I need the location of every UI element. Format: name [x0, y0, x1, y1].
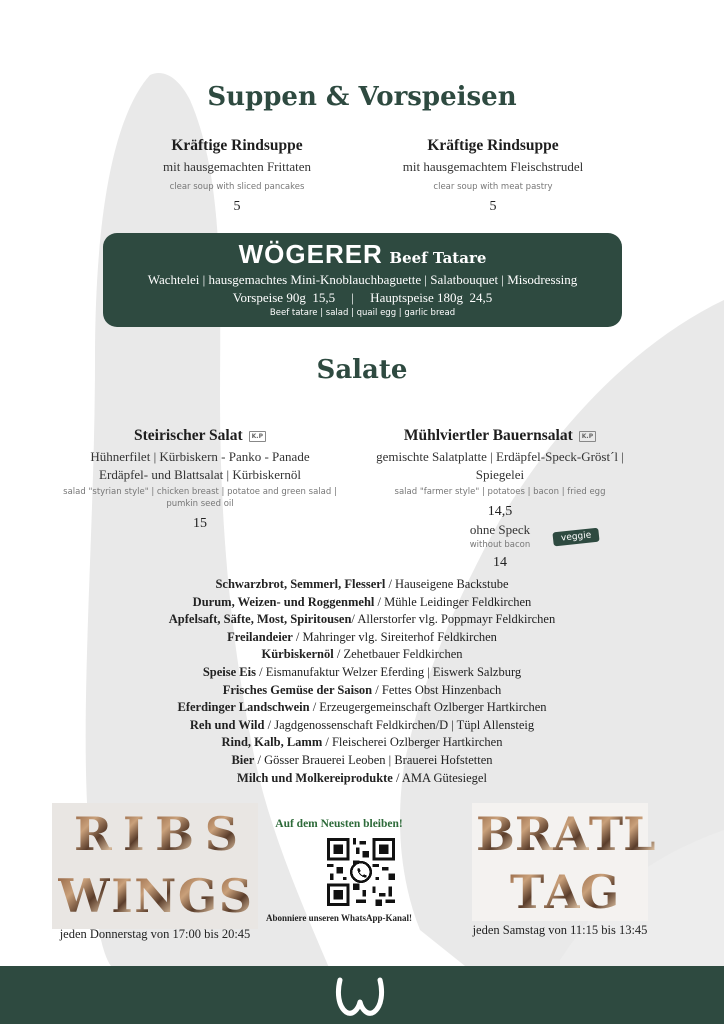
promo-letter: T: [510, 865, 545, 919]
supplier-source: / Jagdgenossenschaft Feldkirchen/D | Tüpl Allensteig: [264, 717, 535, 732]
tatare-english-description: Beef tatare | salad | quail egg | garlic bread: [269, 308, 456, 318]
ribs-wings-caption: jeden Donnerstag von 17:00 bis 20:45: [59, 927, 251, 941]
soup-item-frittaten: [137, 137, 337, 215]
supplier-product: Apfelsaft, Säfte, Most, Spiritousen: [168, 612, 352, 627]
supplier-source: / Zehetbauer Feldkirchen: [333, 647, 463, 662]
promo-letter: B: [155, 807, 195, 861]
promo-letter: R: [74, 807, 113, 861]
dish-name-row: [375, 427, 625, 445]
bratl-tag-caption: jeden Samstag von 11:15 bis 13:45: [472, 923, 648, 937]
dish-price: 5: [233, 199, 241, 214]
promo-letter: T: [588, 807, 624, 861]
supplier-line: [0, 611, 724, 629]
kp-badge: K.P: [249, 431, 266, 442]
promo-letter: R: [514, 807, 554, 861]
dish-variant-price: 14: [493, 555, 507, 570]
supplier-line: [0, 594, 724, 612]
supplier-line: [0, 576, 724, 594]
supplier-line: [0, 752, 724, 770]
supplier-product: Kürbiskernöl: [261, 647, 334, 662]
dish-variant-english: without bacon: [469, 540, 531, 550]
dish-description: [55, 448, 345, 484]
supplier-product: Frisches Gemüse der Saison: [222, 682, 373, 697]
promo-letter: S: [218, 869, 252, 923]
bratl-tag-promo-image: [472, 803, 656, 921]
supplier-line: [0, 664, 724, 682]
woegerer-w-logo-icon: [334, 974, 386, 1018]
supplier-product: Speise Eis: [202, 664, 256, 679]
brand-logotype: WÖGERER: [238, 239, 383, 269]
supplier-source: / AMA Gütesiegel: [392, 770, 487, 785]
supplier-line: [0, 717, 724, 735]
dish-description: mit hausgemachten Frittaten: [162, 159, 311, 174]
supplier-line: [0, 682, 724, 700]
tatare-title: [103, 239, 622, 270]
soup-item-fleischstrudel: [383, 137, 603, 215]
tatare-prices: Vorspeise 90g 15,5 | Hauptspeise 180g 24,5: [232, 290, 493, 305]
promo-letter: I: [111, 869, 133, 923]
whatsapp-subtitle: Abonniere unseren WhatsApp-Kanal!: [265, 913, 413, 923]
supplier-source: / Gösser Brauerei Leoben | Brauerei Hofstetten: [254, 752, 493, 767]
supplier-product: Schwarzbrot, Semmerl, Flesserl: [215, 577, 386, 591]
supplier-list: [0, 576, 724, 787]
supplier-product: Rind, Kalb, Lamm: [221, 735, 323, 750]
supplier-line: [0, 646, 724, 664]
dish-description: [375, 448, 625, 484]
supplier-product: Durum, Weizen- und Roggenmehl: [192, 594, 375, 609]
promo-letter: I: [122, 807, 145, 861]
supplier-line: [0, 629, 724, 647]
supplier-source: / Hauseigene Backstube: [385, 577, 509, 591]
dish-english-description: clear soup with meat pastry: [433, 182, 553, 192]
supplier-source: / Eismanufaktur Welzer Eferding | Eiswerk Salzburg: [255, 664, 522, 679]
supplier-product: Milch und Molkereiprodukte: [237, 770, 393, 785]
dish-price: 15: [193, 516, 207, 531]
dish-name-row: [55, 427, 345, 445]
dish-price: 5: [489, 199, 497, 214]
dish-english-description: salad "farmer style" | potatoes | bacon | fried egg: [394, 487, 606, 497]
supplier-product: Reh und Wild: [189, 717, 265, 732]
promo-letter: A: [544, 865, 580, 919]
beef-tatare-box: [103, 233, 622, 327]
dish-english-description: salad "styrian style" | chicken breast | potatoe and green salad | pumkin seed oil: [63, 487, 337, 509]
supplier-line: [0, 699, 724, 717]
salad-item-steirisch: [55, 427, 345, 532]
ribs-wings-promo-image: [52, 803, 258, 929]
veggie-badge: veggie: [552, 528, 600, 547]
dish-name: Kräftige Rindsuppe: [171, 137, 303, 154]
dish-description-line: gemischte Salatplatte | Erdäpfel-Speck-Gröst´l |: [376, 449, 624, 464]
salad-item-bauernsalat: [375, 427, 625, 571]
footer-bar: [0, 966, 724, 1024]
ribs-word: [74, 807, 238, 861]
supplier-source: / Fleischerei Ozlberger Hartkirchen: [322, 735, 503, 750]
dish-name: Steirischer Salat: [134, 427, 243, 444]
wings-word: [58, 869, 252, 923]
tag-word: [510, 865, 620, 919]
promo-letter: A: [553, 807, 589, 861]
soups-section-title: Suppen & Vorspeisen: [207, 82, 517, 112]
supplier-line: [0, 770, 724, 788]
supplier-product: Freilandeier: [227, 629, 293, 644]
whatsapp-qr-code-icon[interactable]: [327, 838, 395, 906]
promo-letter: G: [177, 869, 218, 923]
promo-letter: S: [204, 807, 238, 861]
kp-badge: K.P: [579, 431, 596, 442]
dish-name: Mühlviertler Bauernsalat: [403, 427, 573, 444]
supplier-source: / Mühle Leidinger Feldkirchen: [374, 594, 532, 609]
supplier-source: / Erzeugergemeinschaft Ozlberger Hartkirchen: [309, 700, 547, 715]
whatsapp-title: Auf dem Neusten bleiben!: [275, 818, 403, 830]
supplier-line: [0, 734, 724, 752]
supplier-source: / Allerstorfer vlg. Poppmayr Feldkirchen: [351, 612, 556, 627]
dish-name: Kräftige Rindsuppe: [427, 137, 559, 154]
promo-letter: G: [579, 865, 620, 919]
dish-price: 14,5: [487, 504, 513, 519]
supplier-product: Eferdinger Landschwein: [177, 700, 310, 715]
supplier-source: / Fettes Obst Hinzenbach: [372, 682, 502, 697]
dish-description-line: Erdäpfel- und Blattsalat | Kürbiskernöl: [99, 467, 301, 482]
promo-letter: W: [58, 869, 110, 923]
dish-description-line: Spiegelei: [475, 467, 525, 482]
bratl-word: [476, 807, 656, 861]
dish-variant-name: ohne Speck: [469, 522, 531, 537]
dish-english-description: clear soup with sliced pancakes: [169, 182, 305, 192]
salads-section-title: Salate: [316, 355, 408, 385]
promo-letter: B: [476, 807, 515, 861]
promo-letter: L: [623, 807, 656, 861]
dish-description-line: Hühnerfilet | Kürbiskern - Panko - Panade: [90, 449, 310, 464]
tatare-description: Wachtelei | hausgemachtes Mini-Knoblauchbaguette | Salatbouquet | Misodressing: [147, 272, 578, 287]
supplier-source: / Mahringer vlg. Sireiterhof Feldkirchen: [292, 629, 497, 644]
tatare-dish-name: Beef Tatare: [389, 249, 487, 267]
dish-description: mit hausgemachtem Fleischstrudel: [402, 159, 584, 174]
promo-letter: N: [134, 869, 177, 923]
supplier-product: Bier: [231, 752, 255, 767]
